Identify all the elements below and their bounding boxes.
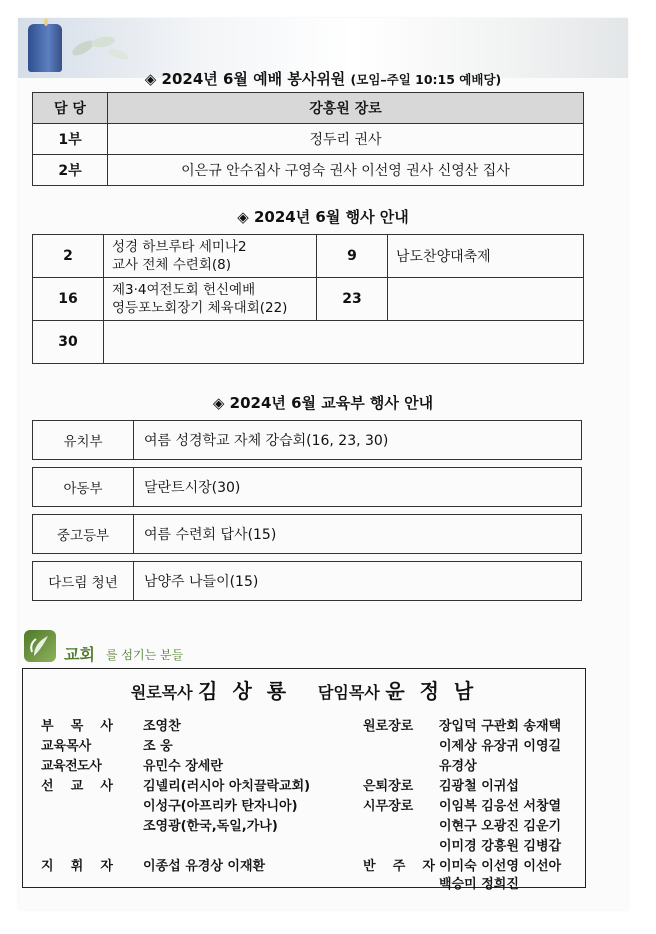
staff-header-church: 교회 (64, 645, 95, 664)
worship-row (33, 124, 584, 155)
staff-names: 김광철 이귀섭 (439, 779, 519, 794)
worship-section-title (18, 68, 628, 89)
senior-pastor-title: 담임목사 (317, 683, 380, 702)
worship-row-value: 정두리 권사 (108, 124, 584, 155)
leaf-logo-icon (24, 630, 56, 662)
education-row (33, 515, 582, 554)
education-table (32, 420, 582, 601)
worship-row-label: 2부 (33, 155, 108, 186)
staff-names: 백승미 정희진 (439, 877, 519, 892)
worship-header-label: 담 당 (33, 93, 108, 124)
education-dept: 중고등부 (33, 515, 134, 554)
events-section-title (18, 206, 628, 227)
staff-names: 이제상 유장귀 이영길 (439, 739, 562, 754)
event-day: 30 (33, 321, 104, 364)
education-dept: 아동부 (33, 468, 134, 507)
candle-icon (28, 24, 62, 72)
events-title-text: ◈ 2024년 6월 행사 안내 (237, 208, 409, 226)
event-day: 9 (317, 235, 388, 278)
education-row (33, 421, 582, 460)
staff-names: 유경상 (439, 759, 477, 774)
staff-names: 김넬리(러시아 아치끌락교회) (143, 779, 311, 794)
staff-box (22, 668, 586, 892)
event-line: 영등포노회장기 체육대회(22) (112, 300, 288, 316)
event-description: 남도찬양대축제 (388, 235, 584, 278)
staff-names: 조영찬 (143, 719, 181, 734)
staff-names: 이성구(아프리카 탄자니아) (143, 799, 298, 814)
staff-label: 교육전도사 (41, 759, 102, 774)
staff-header (24, 630, 324, 666)
worship-title-text: ◈ 2024년 6월 예배 봉사위원 (144, 70, 346, 88)
education-activity: 여름 수련회 답사(15) (134, 515, 582, 554)
staff-label: 원로장로 (363, 719, 414, 734)
worship-row-label: 1부 (33, 124, 108, 155)
staff-names: 이종섭 유경상 이재환 (143, 859, 266, 874)
event-day: 16 (33, 278, 104, 321)
event-day: 23 (317, 278, 388, 321)
worship-row (33, 155, 584, 186)
events-row (33, 235, 584, 278)
staff-label: 선 교 사 (41, 779, 113, 794)
pastor-emeritus-name: 김 상 룡 (198, 679, 291, 703)
staff-names: 이미숙 이선영 이선아 (439, 859, 562, 874)
education-dept: 다드림 청년 (33, 562, 134, 601)
event-description (388, 278, 584, 321)
staff-names: 조 웅 (143, 739, 173, 754)
education-activity: 남양주 나들이(15) (134, 562, 582, 601)
staff-names: 조영광(한국,독일,가나) (143, 819, 278, 834)
staff-label: 교육목사 (41, 739, 92, 754)
staff-header-serve: 를 섬기는 분들 (106, 648, 184, 662)
worship-table (32, 92, 584, 186)
staff-label: 은퇴장로 (363, 779, 414, 794)
staff-names: 유민수 장세란 (143, 759, 223, 774)
senior-pastor-name: 윤 정 남 (385, 679, 478, 703)
worship-header-value: 강흥원 장로 (108, 93, 584, 124)
education-section-title (18, 392, 628, 413)
event-description (104, 321, 584, 364)
event-day: 2 (33, 235, 104, 278)
events-row (33, 321, 584, 364)
staff-label: 부 목 사 (41, 719, 113, 734)
worship-row-value: 이은규 안수집사 구영숙 권사 이선영 권사 신영산 집사 (108, 155, 584, 186)
staff-names: 이임복 김응선 서창열 (439, 799, 562, 814)
event-description (104, 235, 317, 278)
staff-label: 반 주 자 (363, 859, 435, 874)
education-activity: 여름 성경학교 자체 강습회(16, 23, 30) (134, 421, 582, 460)
education-dept: 유치부 (33, 421, 134, 460)
events-table (32, 234, 584, 364)
event-line: 교사 전체 수련회(8) (112, 257, 231, 273)
education-activity: 달란트시장(30) (134, 468, 582, 507)
event-description (104, 278, 317, 321)
pastors-line (23, 675, 585, 704)
flame-icon (44, 18, 48, 26)
staff-label: 지 휘 자 (41, 859, 113, 874)
education-title-text: ◈ 2024년 6월 교육부 행사 안내 (212, 394, 434, 412)
event-line: 성경 하브루타 세미나2 (112, 239, 247, 255)
worship-header-row (33, 93, 584, 124)
education-row (33, 468, 582, 507)
events-row (33, 278, 584, 321)
event-line: 제3·4여전도회 헌신예배 (112, 282, 256, 298)
education-row (33, 562, 582, 601)
staff-names: 이현구 오광진 김운기 (439, 819, 562, 834)
pastor-emeritus-title: 원로목사 (130, 683, 193, 702)
worship-note: (모임–주일 10:15 예배당) (350, 72, 502, 87)
staff-names: 장입덕 구관회 송재택 (439, 719, 562, 734)
staff-label: 시무장로 (363, 799, 414, 814)
leaves-icon (68, 28, 138, 68)
staff-names: 이미경 강흥원 김병갑 (439, 839, 562, 854)
